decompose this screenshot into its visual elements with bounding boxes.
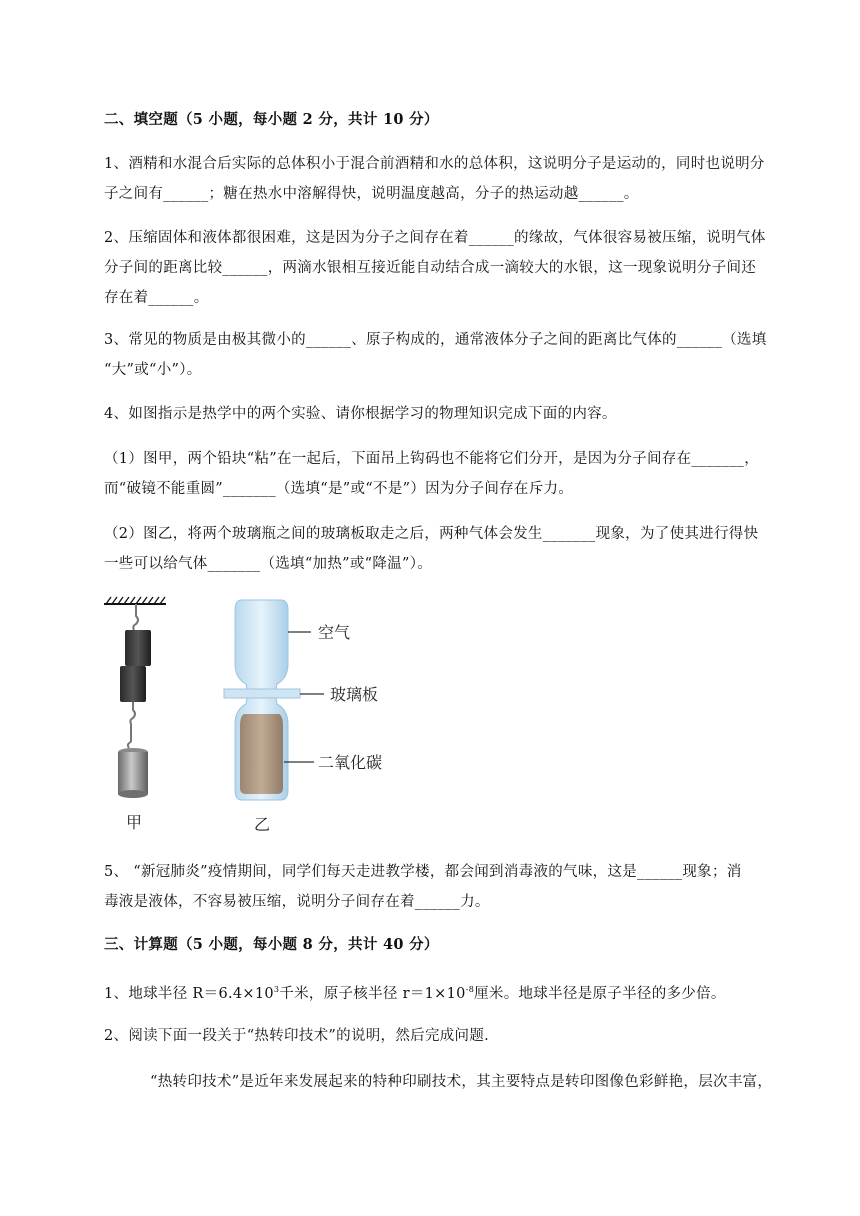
q2-line3: 存在着______。: [104, 290, 209, 306]
ceiling-icon: [104, 597, 166, 604]
calc-q1-exp2: -8: [465, 985, 475, 994]
q5-line1: 5、 “新冠肺炎”疫情期间，同学们每天走进教学楼，都会闻到消毒液的气味，这是______现象；消: [104, 864, 742, 880]
q2-line1: 2、压缩固体和液体都很困难，这是因为分子之间存在着______的缘故，气体很容易被压缩，说明气体: [104, 230, 766, 246]
experiment-figure: [96, 592, 416, 842]
q1-line1: 1、酒精和水混合后实际的总体积小于混合前酒精和水的总体积，这说明分子是运动的，同时也说明分: [104, 156, 765, 172]
q2-line2: 分子间的距离比较______，两滴水银相互接近能自动结合成一滴较大的水银，这一现象说明分子间还: [104, 260, 757, 276]
hook-weight: [118, 748, 148, 798]
label-glass-plate: 玻璃板: [330, 685, 379, 704]
calc-q1-exp1: 3: [273, 985, 280, 994]
q4-part1-line1: （1）图甲，两个铅块“粘”在一起后，下面吊上钩码也不能将它们分开，是因为分子间存在_______，: [104, 451, 759, 467]
label-jia: 甲: [126, 813, 143, 832]
label-air: 空气: [318, 623, 351, 642]
glass-plate: [224, 689, 300, 698]
q4-part2-line2: 一些可以给气体_______（选填“加热”或“降温”）。: [104, 556, 433, 572]
calc-q1-part-c: 厘米。地球半径是原子半径的多少倍。: [474, 986, 726, 1002]
calc-q1-part-b: 千米，原子核半径 r＝1×10: [279, 986, 466, 1002]
q4-part2-line1: （2）图乙，将两个玻璃瓶之间的玻璃板取走之后，两种气体会发生_______现象，为了使其进行得快: [104, 526, 759, 542]
air-bottle: [235, 600, 288, 689]
hook-icon: [133, 604, 138, 630]
calc-q2-line1: 2、阅读下面一段关于“热转印技术”的说明，然后完成问题.: [104, 1028, 490, 1044]
q1-line2: 子之间有______；糖在热水中溶解得快，说明温度越高，分子的热运动越______。: [104, 186, 639, 202]
section3-heading: 三、计算题（5 小题，每小题 8 分，共计 40 分）: [104, 936, 439, 953]
label-yi: 乙: [254, 815, 271, 834]
section2-heading: 二、填空题（5 小题，每小题 2 分，共计 10 分）: [104, 111, 439, 128]
lead-block-lower: [120, 666, 146, 702]
calc-q1-part-a: 1、地球半径 R＝6.4×10: [104, 986, 274, 1002]
lead-block-upper: [125, 630, 151, 666]
calc-q1: [104, 980, 804, 1004]
q3-line2: “大”或“小”）。: [104, 362, 202, 378]
q4-intro: 4、如图指示是热学中的两个实验、请你根据学习的物理知识完成下面的内容。: [104, 406, 617, 422]
hook-icon: [130, 702, 135, 742]
label-co2: 二氧化碳: [318, 753, 383, 772]
calc-q2-line2: “热转印技术”是近年来发展起来的特种印刷技术，其主要特点是转印图像色彩鲜艳，层次丰富，: [150, 1074, 773, 1090]
co2-bottle: [235, 698, 288, 800]
q4-part1-line2: 而“破镜不能重圆”_______（选填“是”或“不是”）因为分子间存在斥力。: [104, 481, 574, 497]
q5-line2: 毒液是液体，不容易被压缩，说明分子间存在着______力。: [104, 894, 490, 910]
q3-line1: 3、常见的物质是由极其微小的______、原子构成的，通常液体分子之间的距离比气体的______（选填: [104, 332, 767, 348]
